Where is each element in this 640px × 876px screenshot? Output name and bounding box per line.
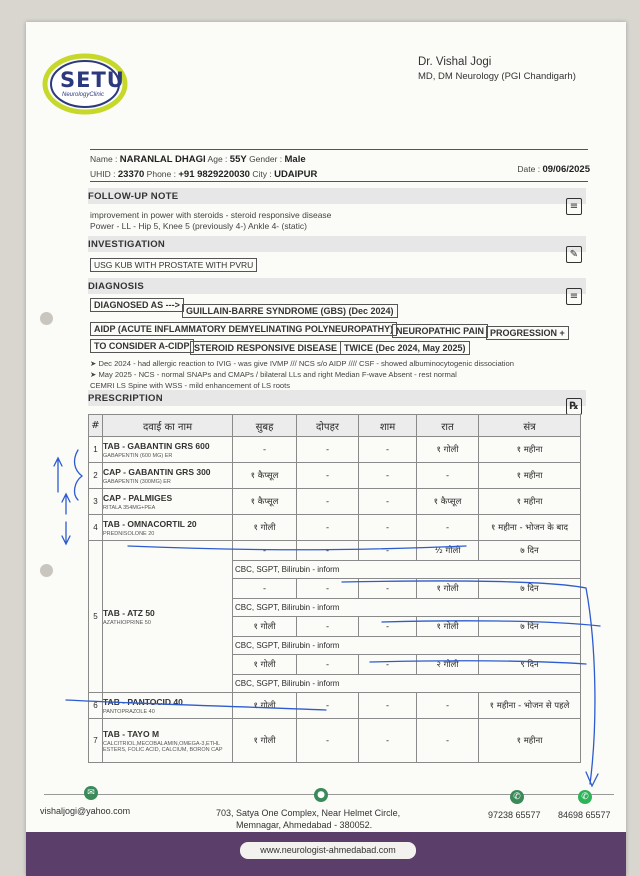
punch-hole: [40, 564, 53, 577]
patient-phone: +91 9829220030: [178, 169, 250, 180]
lab-note: CBC, SGPT, Bilirubin - inform: [233, 561, 581, 579]
clinic-phone-2[interactable]: 84698 65577: [558, 810, 611, 820]
medicine-name: TAB - PANTOCID 40: [103, 696, 183, 707]
medicine-generic: RITALA 354MG+PEA: [103, 504, 156, 511]
patient-uhid: 23370: [117, 169, 145, 180]
email-icon: ✉: [84, 786, 98, 800]
col-night: रात: [417, 415, 479, 437]
medicine-name: TAB - GABANTIN GRS 600: [103, 440, 210, 451]
punch-hole: [40, 312, 53, 325]
diagnosis-note: CEMRI LS Spine with WSS - mild enhancement of LS roots: [90, 381, 291, 390]
prescription-table: [88, 414, 581, 763]
followup-line: improvement in power with steroids - steroid responsive disease: [90, 210, 332, 220]
medicine-generic: PREDNISOLONE 20: [103, 530, 155, 537]
medicine-generic: GABAPENTIN (600 MG) ER: [103, 452, 173, 459]
medicine-generic: GABAPENTIN (300MG) ER: [103, 478, 171, 485]
diagnosis-note: ➤ May 2025 - NCS - normal SNAPs and CMAPs / bilateral LLs and right Median F-wave Absent - rest normal: [90, 370, 457, 379]
rx-icon: ℞: [566, 398, 582, 415]
phone-icon: ✆: [510, 790, 524, 804]
medicine-name: CAP - PALMIGES: [103, 492, 173, 503]
whatsapp-icon: ✆: [578, 790, 592, 804]
diagnosis-box: DIAGNOSED AS --->: [90, 298, 184, 312]
table-row: 4 TAB - OMNACORTIL 20 PREDNISOLONE 20 १ गोली - - - १ महीना - भोजन के बाद: [89, 515, 581, 541]
medicine-name: TAB - OMNACORTIL 20: [103, 518, 197, 529]
location-icon: ●: [314, 788, 328, 802]
patient-info: Name : NARANLAL DHAGI Age : 55Y Gender : Male UHID : 23370 Phone : +91 9829220030 City : UDAIPUR: [90, 154, 318, 180]
patient-name: NARANLAL DHAGI: [119, 154, 206, 165]
table-row: १ गोली - - २ गोली ९ दिन: [89, 655, 581, 675]
divider: [90, 181, 588, 182]
col-duration: संत्र: [479, 415, 581, 437]
divider: [44, 794, 614, 795]
patient-age: 55Y: [229, 154, 247, 165]
logo-subtext: NeurologyClinic: [62, 92, 105, 98]
diagnosis-box: NEUROPATHIC PAIN: [392, 324, 488, 338]
divider: [90, 149, 588, 150]
table-row: 3 CAP - PALMIGES RITALA 354MG+PEA १ कैप्सूल - - १ कैप्सूल १ महीना: [89, 489, 581, 515]
table-row: 5 TAB - ATZ 50 AZATHIOPRINE 50 - - - ½ गोली ७ दिन: [89, 541, 581, 561]
doctor-name: Dr. Vishal Jogi: [418, 56, 492, 68]
table-row: 2 CAP - GABANTIN GRS 300 GABAPENTIN (300MG) ER १ कैप्सूल - - - १ महीना: [89, 463, 581, 489]
diagnosis-box: TWICE (Dec 2024, May 2025): [340, 341, 470, 355]
medicine-generic: PANTOPRAZOLE 40: [103, 708, 155, 715]
section-bar: [88, 278, 586, 294]
investigation-heading: INVESTIGATION: [88, 239, 166, 250]
medicine-generic: CALCITRIOL,MECOBALAMIN,OMEGA-3,ETHL ESTERS, FOLIC ACID, CALCIUM, BORON CAP: [103, 740, 223, 753]
medicine-name: TAB - ATZ 50: [103, 607, 155, 618]
diagnosis-box: STEROID RESPONSIVE DISEASE: [190, 341, 341, 355]
clipboard-icon: ≡: [566, 198, 582, 215]
clinic-email[interactable]: vishaljogi@yahoo.com: [40, 806, 131, 816]
lab-note: CBC, SGPT, Bilirubin - inform: [233, 637, 581, 655]
table-row: 7 TAB - TAYO M CALCITRIOL,MECOBALAMIN,OMEGA-3,ETHL ESTERS, FOLIC ACID, CALCIUM, BORON CAP १ गोली - - - १ महीना: [89, 719, 581, 763]
prescription-heading: PRESCRIPTION: [88, 393, 163, 404]
visit-date: Date : 09/06/2025: [517, 164, 590, 175]
followup-line: Power - LL - Hip 5, Knee 5 (previously 4-) Ankle 4- (static): [90, 221, 307, 231]
clinic-address-line2: Memnagar, Ahmedabad - 380052.: [236, 820, 373, 830]
table-row: - - - १ गोली ७ दिन: [89, 579, 581, 599]
diagnosis-box: AIDP (ACUTE INFLAMMATORY DEMYELINATING POLYNEUROPATHY): [90, 322, 397, 336]
clinic-website[interactable]: www.neurologist-ahmedabad.com: [240, 842, 416, 859]
clinic-logo: [40, 50, 130, 118]
medicine-name: CAP - GABANTIN GRS 300: [103, 466, 211, 477]
table-row: 6 TAB - PANTOCID 40 PANTOPRAZOLE 40 १ गोली - - - १ महीना - भोजन से पहले: [89, 693, 581, 719]
table-row: १ गोली - - १ गोली ७ दिन: [89, 617, 581, 637]
medicine-generic: AZATHIOPRINE 50: [103, 619, 151, 626]
diagnosis-box: TO CONSIDER A-CIDP: [90, 339, 194, 353]
table-header-row: [89, 415, 581, 437]
edit-note-icon: ✎: [566, 246, 582, 263]
diagnosis-box: GUILLAIN-BARRE SYNDROME (GBS) (Dec 2024): [182, 304, 398, 318]
doctor-qualification: MD, DM Neurology (PGI Chandigarh): [418, 71, 576, 82]
prescription-sheet: [26, 22, 626, 876]
lab-note: CBC, SGPT, Bilirubin - inform: [233, 599, 581, 617]
patient-city: UDAIPUR: [274, 169, 318, 180]
logo-text: SETU: [60, 68, 125, 92]
patient-gender: Male: [284, 154, 306, 165]
clinic-phone-1[interactable]: 97238 65577: [488, 810, 541, 820]
table-row: 1 TAB - GABANTIN GRS 600 GABAPENTIN (600 MG) ER - - - १ गोली १ महीना: [89, 437, 581, 463]
col-medicine: दवाई का नाम: [103, 415, 233, 437]
diagnosis-heading: DIAGNOSIS: [88, 281, 145, 292]
clipboard-icon: ≡: [566, 288, 582, 305]
col-evening: शाम: [359, 415, 417, 437]
diagnosis-box: PROGRESSION +: [486, 326, 569, 340]
lab-note: CBC, SGPT, Bilirubin - inform: [233, 675, 581, 693]
followup-heading: FOLLOW-UP NOTE: [88, 191, 179, 202]
diagnosis-note: ➤ Dec 2024 - had allergic reaction to IVIG - was give IVMP /// NCS s/o AIDP //// CSF - showed albuminocytogenic dissociation: [90, 359, 514, 368]
col-afternoon: दोपहर: [297, 415, 359, 437]
investigation-item: USG KUB WITH PROSTATE WITH PVRU: [90, 258, 257, 272]
clinic-address-line1: 703, Satya One Complex, Near Helmet Circle,: [216, 808, 401, 818]
col-morning: सुबह: [233, 415, 297, 437]
col-number: #: [89, 415, 103, 437]
medicine-name: TAB - TAYO M: [103, 728, 160, 739]
